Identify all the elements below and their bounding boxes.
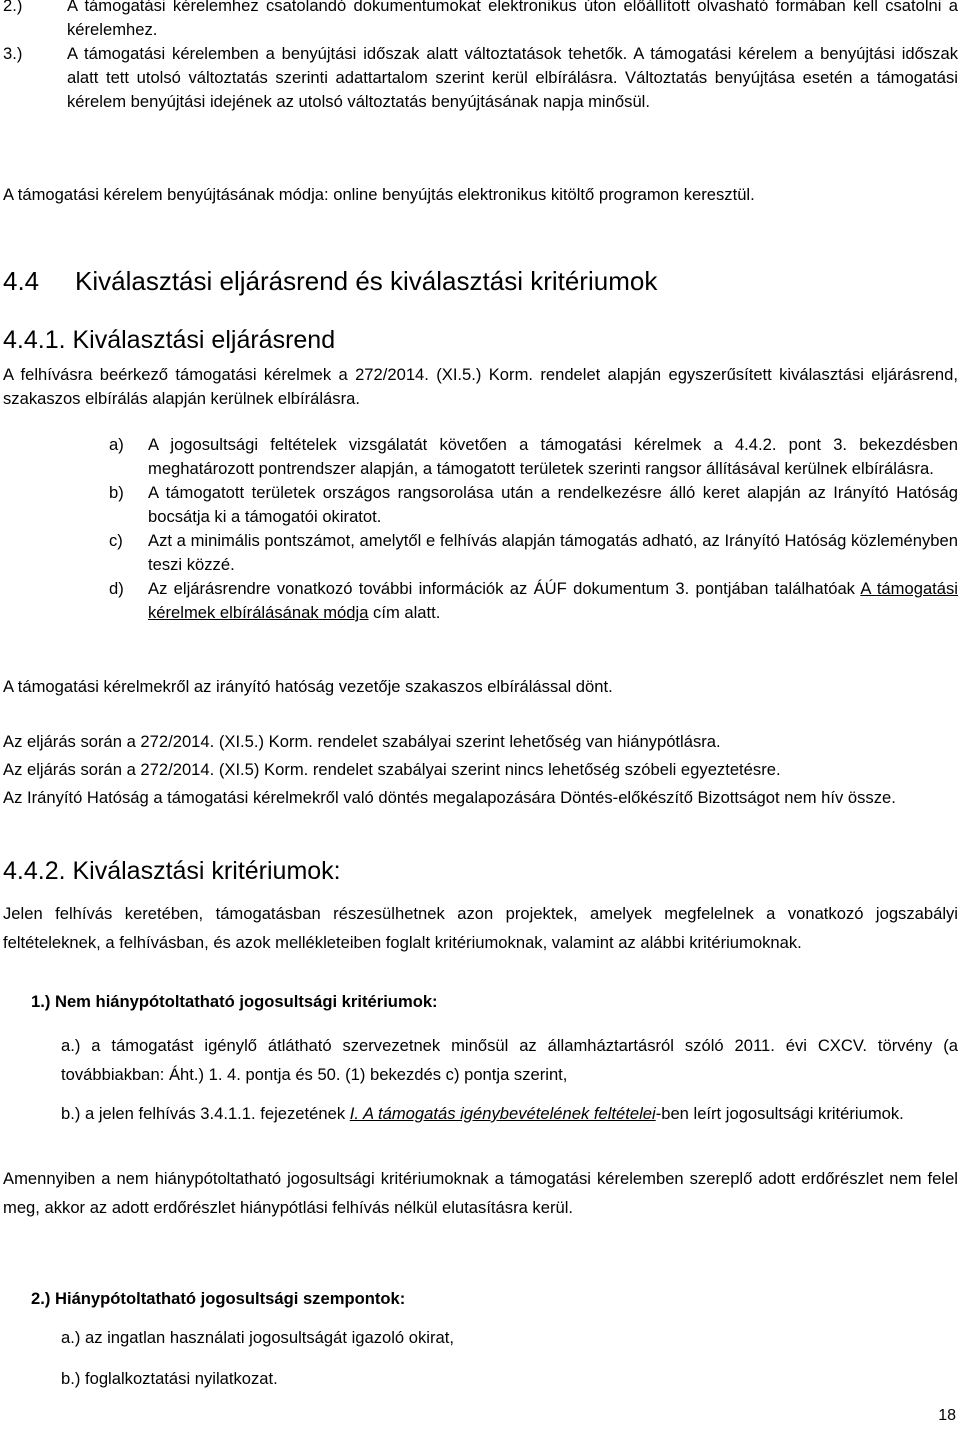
list-item-text: A jogosultsági feltételek vizsgálatát követően a támogatási kérelmek a 4.4.2. pont 3. bekezdésben meghatározott pontrendszer alapján, a támogatott területek szerinti rangsor állításával kerülnek elbírálásra. (148, 435, 958, 478)
list-item-number: 2.) (3, 0, 23, 15)
section-4-4-1-heading: 4.4.1. Kiválasztási eljárásrend (3, 326, 336, 354)
list-item-text-before: Az eljárásrendre vonatkozó további információk az ÁÚF dokumentum 3. pontjában találhatóak (148, 579, 861, 598)
group2-title: 2.) Hiánypótoltatható jogosultsági szempontok: (31, 1289, 406, 1308)
list-item-text: A támogatási kérelemhez csatolandó dokumentumokat elektronikus úton előállított olvasható formában kell csatolni a kérelemhez. (67, 0, 958, 39)
list-item-letter: d) (109, 579, 124, 598)
group1-item-b-after: -ben leírt jogosultsági kritériumok. (655, 1104, 904, 1123)
list-item-letter: b) (109, 483, 124, 502)
section-4-4-2-intro: Jelen felhívás keretében, támogatásban részesülhetnek azon projektek, amelyek megfelelnek a vonatkozó jogszabályi feltételeknek, a felhívásban, és azok mellékleteiben foglalt kritériumoknak, valamint az alábbi kritériumoknak. (3, 904, 958, 952)
list-item (109, 481, 958, 529)
group2-item-b: b.) foglalkoztatási nyilatkozat. (61, 1369, 278, 1388)
forest-parcel-paragraph: Amennyiben a nem hiánypótoltatható jogosultsági kritériumoknak a támogatási kérelemben szereplő adott erdőrészlet nem felel meg, akkor az adott erdőrészlet hiánypótlási felhívás nélkül elutasításra kerül. (3, 1169, 958, 1217)
list-item-text: A támogatási kérelemben a benyújtási időszak alatt változtatások tehetők. A támogatási kérelem a benyújtási időszak alatt tett utolsó változtatás szerinti adattartalom szerint kerül elbírálásra. Változtatás benyújtása esetén a támogatási kérelem benyújtási idejének az utolsó változtatás benyújtásának napja minősül. (67, 44, 958, 111)
list-item-text: A támogatott területek országos rangsorolása után a rendelkezésre álló keret alapján az Irányító Hatóság bocsátja ki a támogatói okiratot. (148, 483, 958, 526)
list-item-letter: a) (109, 435, 124, 454)
list-item-text-after: cím alatt. (368, 603, 441, 622)
page-number: 18 (938, 1407, 956, 1424)
section-4-4-1-intro: A felhívásra beérkező támogatási kérelmek a 272/2014. (XI.5.) Korm. rendelet alapján egyszerűsített kiválasztási eljárásrend, szakaszos elbírálás alapján kerülnek elbírálásra. (3, 365, 958, 408)
section-4-4-2-heading: 4.4.2. Kiválasztási kritériumok: (3, 857, 341, 885)
committee-paragraph: Az Irányító Hatóság a támogatási kérelmekről való döntés megalapozására Döntés-előkészítő Bizottságot nem hív össze. (3, 788, 896, 807)
list-item (3, 42, 958, 114)
group1-title: 1.) Nem hiánypótoltatható jogosultsági kritériumok: (31, 992, 438, 1011)
section-number: 4.4 (3, 266, 40, 296)
document-reference-underlined: A támogatási kérelmek elbírálásának módja (148, 579, 958, 622)
group1-item-b (61, 1100, 958, 1129)
group1-item-b-italic-reference: I. A támogatás igénybevételének feltételei (349, 1104, 656, 1123)
list-item-letter: c) (109, 531, 123, 550)
submission-mode-paragraph: A támogatási kérelem benyújtásának módja: online benyújtás elektronikus kitöltő programon keresztül. (3, 185, 755, 204)
list-item (3, 0, 958, 42)
group2-item-a: a.) az ingatlan használati jogosultságát igazoló okirat, (61, 1328, 454, 1347)
list-item (109, 577, 958, 625)
group1-item-b-before: b.) a jelen felhívás 3.4.1.1. fejezetének (61, 1104, 350, 1123)
section-4-4-heading (3, 265, 657, 297)
list-item-number: 3.) (3, 44, 23, 63)
section-title: Kiválasztási eljárásrend és kiválasztási kritériumok (75, 266, 658, 296)
decision-paragraph: A támogatási kérelmekről az irányító hatóság vezetője szakaszos elbírálással dönt. (3, 677, 613, 696)
top-numbered-list (3, 0, 958, 114)
oral-consultation-paragraph: Az eljárás során a 272/2014. (XI.5) Korm. rendelet szabályai szerint nincs lehetőség szóbeli egyeztetésre. (3, 760, 781, 779)
list-item (109, 529, 958, 577)
group1-item-a: a.) a támogatást igénylő átlátható szervezetnek minősül az államháztartásról szóló 2011. évi CXCV. törvény (a továbbiakban: Áht.) 1. 4. pontja és 50. (1) bekezdés c) pontja szerint, (61, 1036, 958, 1084)
list-item (109, 433, 958, 481)
list-item-text: Azt a minimális pontszámot, amelytől e felhívás alapján támogatás adható, az Irányító Hatóság közleményben teszi közzé. (148, 531, 958, 574)
deficiency-paragraph: Az eljárás során a 272/2014. (XI.5.) Korm. rendelet szabályai szerint lehetőség van hiánypótlásra. (3, 732, 721, 751)
procedure-letter-list (109, 433, 958, 625)
